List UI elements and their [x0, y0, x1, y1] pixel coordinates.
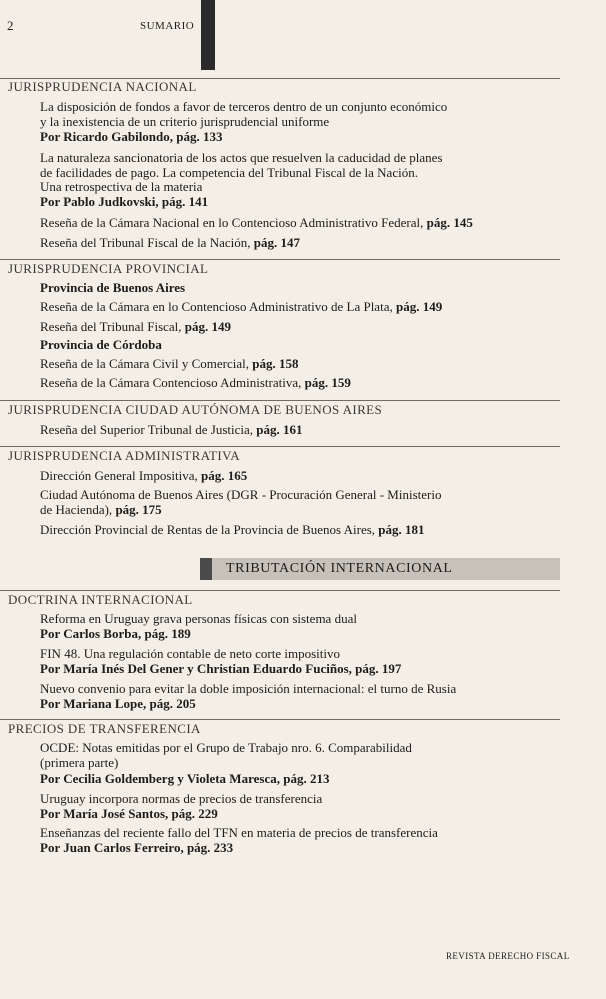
entry-author: Por Cecilia Goldemberg y Violeta Maresca, pág. 213: [40, 771, 330, 786]
entry-review: de Hacienda), pág. 175: [40, 502, 162, 517]
entry-text: Reforma en Uruguay grava personas físicas con sistema dual: [40, 611, 357, 626]
entry-page: pág. 181: [378, 522, 425, 537]
entry-review: Reseña de la Cámara Civil y Comercial, pág. 158: [40, 356, 299, 371]
entry-text: La disposición de fondos a favor de terceros dentro de un conjunto económico: [40, 99, 448, 114]
entry-author: Por María Inés Del Gener y Christian Eduardo Fuciños, pág. 197: [40, 661, 402, 676]
entry-text: (primera parte): [40, 755, 119, 770]
entry-text: Una retrospectiva de la materia: [40, 179, 203, 194]
entry-text: Nuevo convenio para evitar la doble imposición internacional: el turno de Rusia: [40, 681, 457, 696]
entry-review: Reseña de la Cámara Nacional en lo Contencioso Administrativo Federal, pág. 145: [40, 215, 473, 230]
entry-author: Por Ricardo Gabilondo, pág. 133: [40, 129, 223, 144]
section-rule: [0, 446, 560, 447]
subsection-title: Provincia de Córdoba: [40, 337, 162, 352]
section-band-title: TRIBUTACIÓN INTERNACIONAL: [226, 561, 453, 576]
entry-review: Reseña de la Cámara Contencioso Administrativa, pág. 159: [40, 375, 351, 390]
section-rule: [0, 400, 560, 401]
entry-text: Uruguay incorpora normas de precios de transferencia: [40, 791, 323, 806]
entry-review: Dirección Provincial de Rentas de la Provincia de Buenos Aires, pág. 181: [40, 522, 425, 537]
header-accent-bar: [201, 0, 215, 70]
section-rule: [0, 259, 560, 260]
entry-page: pág. 158: [252, 356, 299, 371]
section-rule: [0, 719, 560, 720]
entry-author: Por Mariana Lope, pág. 205: [40, 696, 196, 711]
entry-text: Ciudad Autónoma de Buenos Aires (DGR - Procuración General - Ministerio: [40, 487, 442, 502]
entry-page: pág. 175: [115, 502, 162, 517]
entry-review: Reseña del Tribunal Fiscal, pág. 149: [40, 319, 232, 334]
page-number: 2: [7, 18, 14, 33]
entry-page: pág. 149: [184, 319, 232, 334]
section-band-accent: [200, 558, 212, 580]
entry-text: y la inexistencia de un criterio jurisprudencial uniforme: [40, 114, 330, 129]
entry-page: pág. 147: [253, 235, 300, 250]
entry-author: Por Pablo Judkovski, pág. 141: [40, 194, 209, 209]
entry-text: de facilidades de pago. La competencia del Tribunal Fiscal de la Nación.: [40, 165, 418, 180]
section-title-precios-de-transferencia: PRECIOS DE TRANSFERENCIA: [8, 721, 201, 736]
section-title-jurisprudencia-nacional: JURISPRUDENCIA NACIONAL: [8, 79, 197, 94]
entry-page: pág. 145: [426, 215, 473, 230]
entry-review: Reseña de la Cámara en lo Contencioso Administrativo de La Plata, pág. 149: [40, 299, 443, 314]
entry-review: Reseña del Tribunal Fiscal de la Nación, pág. 147: [40, 235, 300, 250]
section-rule: [0, 590, 560, 591]
footer-journal-name: REVISTA DERECHO FISCAL: [446, 951, 570, 961]
entry-page: pág. 149: [395, 299, 443, 314]
entry-author: Por María José Santos, pág. 229: [40, 806, 218, 821]
entry-page: pág. 165: [201, 468, 248, 483]
entry-review: Reseña del Superior Tribunal de Justicia, pág. 161: [40, 422, 303, 437]
running-head: SUMARIO: [140, 20, 195, 32]
entry-text: OCDE: Notas emitidas por el Grupo de Trabajo nro. 6. Comparabilidad: [40, 740, 412, 755]
entry-page: pág. 159: [304, 375, 351, 390]
entry-text: Enseñanzas del reciente fallo del TFN en materia de precios de transferencia: [40, 825, 438, 840]
entry-author: Por Carlos Borba, pág. 189: [40, 626, 191, 641]
entry-text: FIN 48. Una regulación contable de neto corte impositivo: [40, 646, 341, 661]
section-title-jurisprudencia-ciudad: JURISPRUDENCIA CIUDAD AUTÓNOMA DE BUENOS AIRES: [8, 402, 383, 417]
entry-author: Por Juan Carlos Ferreiro, pág. 233: [40, 840, 234, 855]
entry-review: Dirección General Impositiva, pág. 165: [40, 468, 248, 483]
section-title-jurisprudencia-administrativa: JURISPRUDENCIA ADMINISTRATIVA: [8, 448, 241, 463]
section-title-jurisprudencia-provincial: JURISPRUDENCIA PROVINCIAL: [8, 261, 209, 276]
section-title-doctrina-internacional: DOCTRINA INTERNACIONAL: [8, 592, 193, 607]
entry-text: La naturaleza sancionatoria de los actos que resuelven la caducidad de planes: [40, 150, 443, 165]
header-bar: [0, 0, 606, 62]
entry-page: pág. 161: [256, 422, 303, 437]
subsection-title: Provincia de Buenos Aires: [40, 280, 186, 295]
